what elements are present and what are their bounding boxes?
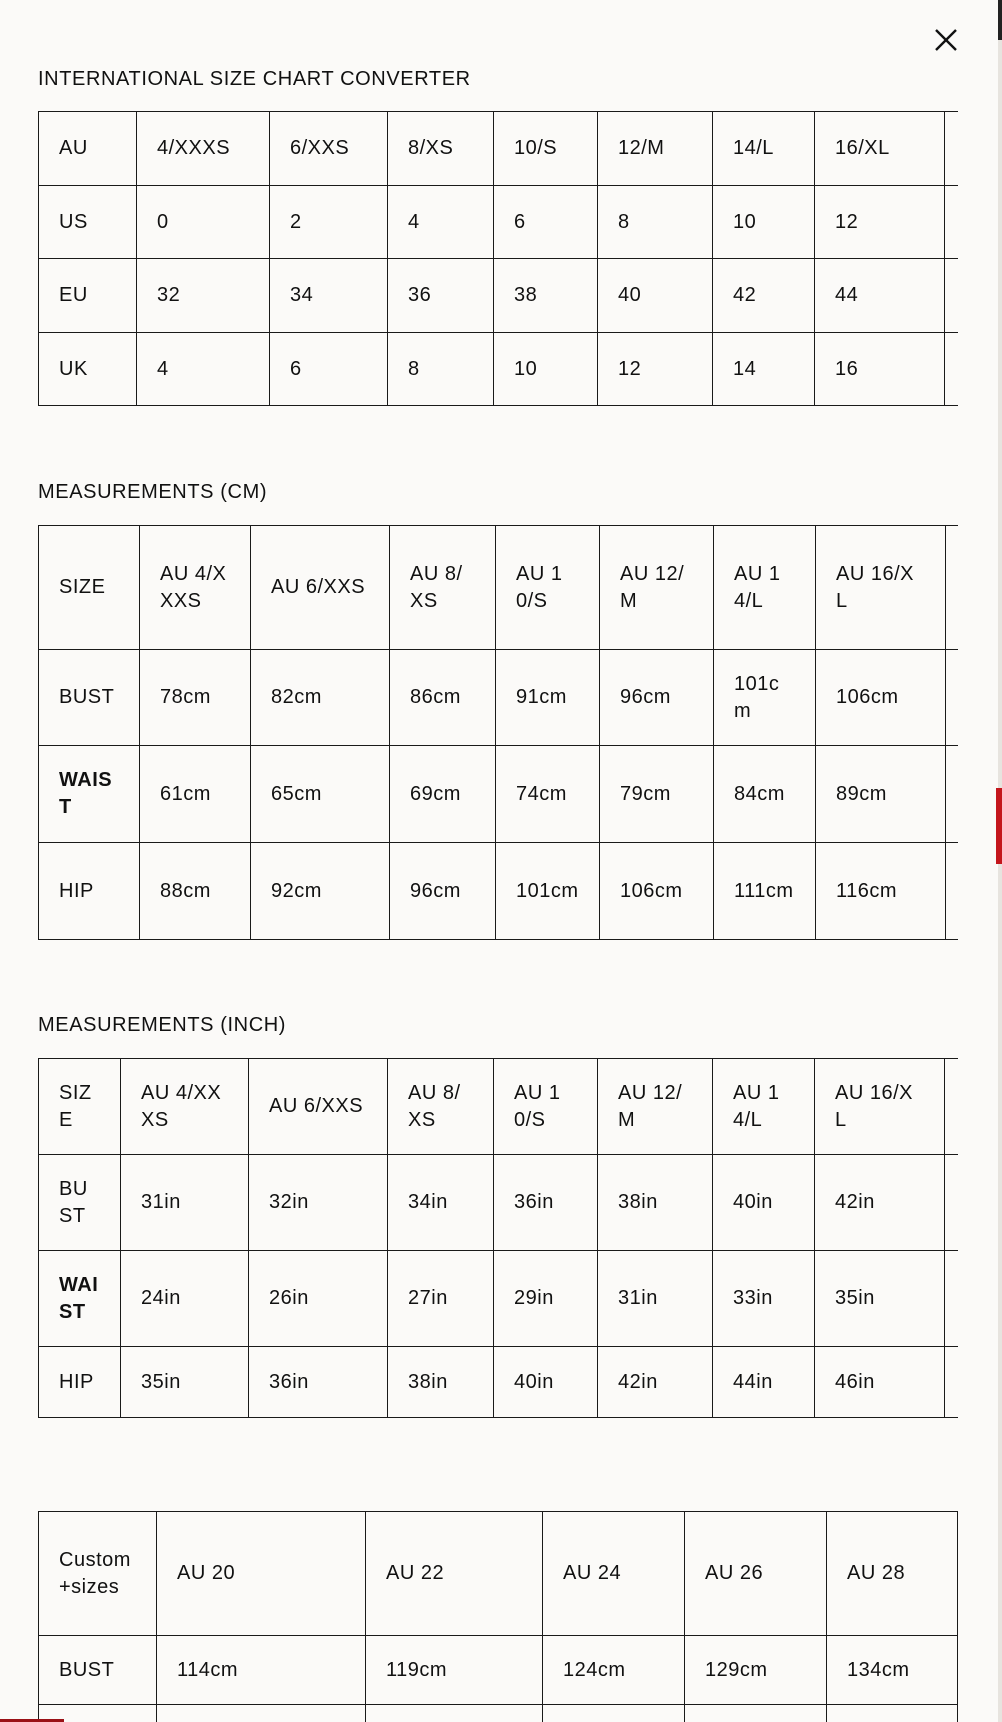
table-cell: 36 bbox=[388, 259, 494, 333]
table-row bbox=[39, 1636, 959, 1705]
table-cell: 31in bbox=[121, 1155, 249, 1251]
table-cell bbox=[157, 1705, 366, 1722]
table-cell: 36in bbox=[249, 1347, 388, 1418]
table-cell: 8 bbox=[598, 186, 713, 259]
column-header-cell: AU 28 bbox=[827, 1512, 958, 1636]
row-header-cell: US bbox=[39, 186, 137, 259]
table-cell: 40in bbox=[713, 1155, 815, 1251]
close-button[interactable] bbox=[930, 24, 962, 56]
table-cell: 42 bbox=[713, 259, 815, 333]
column-header-cell: 14/L bbox=[713, 112, 815, 186]
table-cell-clipped bbox=[945, 1347, 959, 1418]
column-header-cell: AU 12/M bbox=[600, 526, 714, 650]
table-cell: 8 bbox=[388, 333, 494, 406]
table-cell: 91cm bbox=[496, 650, 600, 746]
row-header-cell: WAIST bbox=[39, 1251, 121, 1347]
table-cell: 14 bbox=[713, 333, 815, 406]
table-cell bbox=[827, 1705, 958, 1722]
table-row bbox=[39, 112, 959, 186]
custom-sizes-table bbox=[38, 1511, 958, 1722]
column-header-cell: 12/M bbox=[598, 112, 713, 186]
table-cell: 36in bbox=[494, 1155, 598, 1251]
table-cell: 42in bbox=[815, 1155, 945, 1251]
row-header-cell: WAIST bbox=[39, 746, 140, 843]
table-cell: 89cm bbox=[816, 746, 946, 843]
table-cell: 12 bbox=[815, 186, 945, 259]
table-cell-clipped bbox=[946, 746, 959, 843]
table-cell: 61cm bbox=[140, 746, 251, 843]
table-cell: 35in bbox=[121, 1347, 249, 1418]
table-cell-clipped bbox=[946, 843, 959, 940]
table-cell-clipped bbox=[945, 259, 959, 333]
column-header-cell: AU 20 bbox=[157, 1512, 366, 1636]
column-header-cell: AU 4/XXXS bbox=[121, 1059, 249, 1155]
row-header-cell: HIP bbox=[39, 1347, 121, 1418]
table-row bbox=[39, 650, 959, 746]
table-cell: 24in bbox=[121, 1251, 249, 1347]
column-header-cell: AU 6/XXS bbox=[251, 526, 390, 650]
table-cell: 10 bbox=[494, 333, 598, 406]
table-cell: 88cm bbox=[140, 843, 251, 940]
table-cell-clipped bbox=[958, 1636, 959, 1705]
row-header-cell: UK bbox=[39, 333, 137, 406]
column-header-cell: AU 10/S bbox=[496, 526, 600, 650]
table-cell: 16 bbox=[815, 333, 945, 406]
table-cell: 106cm bbox=[816, 650, 946, 746]
table-cell-clipped bbox=[945, 1251, 959, 1347]
table-cell bbox=[543, 1705, 685, 1722]
column-header-cell: AU 8/XS bbox=[390, 526, 496, 650]
table-cell: 40 bbox=[598, 259, 713, 333]
table-row bbox=[39, 1059, 959, 1155]
row-header-cell: BUST bbox=[39, 1636, 157, 1705]
table-cell: 44 bbox=[815, 259, 945, 333]
table-cell: 42in bbox=[598, 1347, 713, 1418]
table-cell: 78cm bbox=[140, 650, 251, 746]
table-cell: 134cm bbox=[827, 1636, 958, 1705]
table-cell: 40in bbox=[494, 1347, 598, 1418]
converter-table-wrap bbox=[38, 111, 958, 406]
column-header-cell: AU 24 bbox=[543, 1512, 685, 1636]
table-cell: 34 bbox=[270, 259, 388, 333]
table-cell: 86cm bbox=[390, 650, 496, 746]
measurements-inch-table bbox=[38, 1058, 958, 1418]
column-header-cell: AU 16/XL bbox=[815, 1059, 945, 1155]
table-cell-clipped bbox=[945, 186, 959, 259]
column-header-cell: 6/XXS bbox=[270, 112, 388, 186]
column-header-cell: AU 10/S bbox=[494, 1059, 598, 1155]
table-cell-clipped bbox=[945, 112, 959, 186]
table-row bbox=[39, 186, 959, 259]
table-cell: 96cm bbox=[390, 843, 496, 940]
table-cell: 129cm bbox=[685, 1636, 827, 1705]
table-row bbox=[39, 1705, 959, 1722]
table-cell: 4 bbox=[137, 333, 270, 406]
table-cell: 101cm bbox=[496, 843, 600, 940]
column-header-cell: 16/XL bbox=[815, 112, 945, 186]
table-cell: 69cm bbox=[390, 746, 496, 843]
table-row bbox=[39, 1155, 959, 1251]
table-cell: 31in bbox=[598, 1251, 713, 1347]
table-cell: 92cm bbox=[251, 843, 390, 940]
custom-table-wrap bbox=[38, 1511, 958, 1722]
table-cell: 82cm bbox=[251, 650, 390, 746]
column-header-cell: AU 22 bbox=[366, 1512, 543, 1636]
table-row bbox=[39, 333, 959, 406]
table-cell: 44in bbox=[713, 1347, 815, 1418]
table-row bbox=[39, 259, 959, 333]
table-cell: 111cm bbox=[714, 843, 816, 940]
row-header-cell: EU bbox=[39, 259, 137, 333]
table-row bbox=[39, 1347, 959, 1418]
table-cell: 101cm bbox=[714, 650, 816, 746]
table-cell: 34in bbox=[388, 1155, 494, 1251]
table-cell: 29in bbox=[494, 1251, 598, 1347]
table-cell: 32in bbox=[249, 1155, 388, 1251]
table-cell: 33in bbox=[713, 1251, 815, 1347]
table-cell: 114cm bbox=[157, 1636, 366, 1705]
row-header-cell: SIZE bbox=[39, 1059, 121, 1155]
column-header-cell: 10/S bbox=[494, 112, 598, 186]
table-cell: 2 bbox=[270, 186, 388, 259]
table-row bbox=[39, 1512, 959, 1636]
table-cell: 38 bbox=[494, 259, 598, 333]
table-row bbox=[39, 843, 959, 940]
background-accent-mark bbox=[996, 788, 1002, 864]
size-converter-table bbox=[38, 111, 958, 406]
table-cell-clipped bbox=[958, 1512, 959, 1636]
table-cell: 79cm bbox=[600, 746, 714, 843]
table-cell: 0 bbox=[137, 186, 270, 259]
inch-table-wrap bbox=[38, 1058, 958, 1418]
row-header-cell: SIZE bbox=[39, 526, 140, 650]
table-cell-clipped bbox=[946, 526, 959, 650]
table-cell-clipped bbox=[946, 650, 959, 746]
column-header-cell: AU 6/XXS bbox=[249, 1059, 388, 1155]
column-header-cell: AU 8/XS bbox=[388, 1059, 494, 1155]
table-cell: 65cm bbox=[251, 746, 390, 843]
table-cell: 32 bbox=[137, 259, 270, 333]
table-cell: 38in bbox=[598, 1155, 713, 1251]
table-row bbox=[39, 746, 959, 843]
table-row bbox=[39, 1251, 959, 1347]
table-cell: 27in bbox=[388, 1251, 494, 1347]
table-cell-clipped bbox=[945, 1155, 959, 1251]
column-header-cell: AU 14/L bbox=[713, 1059, 815, 1155]
row-header-cell: AU bbox=[39, 112, 137, 186]
table-cell: 74cm bbox=[496, 746, 600, 843]
inch-section-title: MEASUREMENTS (INCH) bbox=[38, 1014, 287, 1036]
background-page-edge-top bbox=[998, 0, 1002, 40]
row-header-cell: BUST bbox=[39, 650, 140, 746]
close-icon bbox=[930, 24, 962, 56]
row-header-cell: HIP bbox=[39, 843, 140, 940]
table-cell bbox=[685, 1705, 827, 1722]
page-title: INTERNATIONAL SIZE CHART CONVERTER bbox=[38, 68, 471, 90]
column-header-cell: AU 16/XL bbox=[816, 526, 946, 650]
table-cell: 124cm bbox=[543, 1636, 685, 1705]
table-row bbox=[39, 526, 959, 650]
table-cell: 38in bbox=[388, 1347, 494, 1418]
row-header-cell: BUST bbox=[39, 1155, 121, 1251]
column-header-cell: AU 26 bbox=[685, 1512, 827, 1636]
row-header-cell: Custom +sizes bbox=[39, 1512, 157, 1636]
column-header-cell: AU 14/L bbox=[714, 526, 816, 650]
column-header-cell: AU 4/XXXS bbox=[140, 526, 251, 650]
table-cell: 26in bbox=[249, 1251, 388, 1347]
table-cell: 119cm bbox=[366, 1636, 543, 1705]
table-cell: 46in bbox=[815, 1347, 945, 1418]
table-cell: 4 bbox=[388, 186, 494, 259]
table-cell: 6 bbox=[494, 186, 598, 259]
table-cell: 6 bbox=[270, 333, 388, 406]
table-cell-clipped bbox=[945, 1059, 959, 1155]
table-cell-clipped bbox=[945, 333, 959, 406]
cm-table-wrap bbox=[38, 525, 958, 940]
table-cell bbox=[366, 1705, 543, 1722]
table-cell: 84cm bbox=[714, 746, 816, 843]
table-cell: 35in bbox=[815, 1251, 945, 1347]
table-cell: 10 bbox=[713, 186, 815, 259]
column-header-cell: AU 12/M bbox=[598, 1059, 713, 1155]
table-cell: 106cm bbox=[600, 843, 714, 940]
measurements-cm-table bbox=[38, 525, 958, 940]
table-cell: 96cm bbox=[600, 650, 714, 746]
cm-section-title: MEASUREMENTS (CM) bbox=[38, 481, 268, 503]
column-header-cell: 8/XS bbox=[388, 112, 494, 186]
table-cell: 12 bbox=[598, 333, 713, 406]
table-cell-clipped bbox=[958, 1705, 959, 1722]
column-header-cell: 4/XXXS bbox=[137, 112, 270, 186]
table-cell: 116cm bbox=[816, 843, 946, 940]
